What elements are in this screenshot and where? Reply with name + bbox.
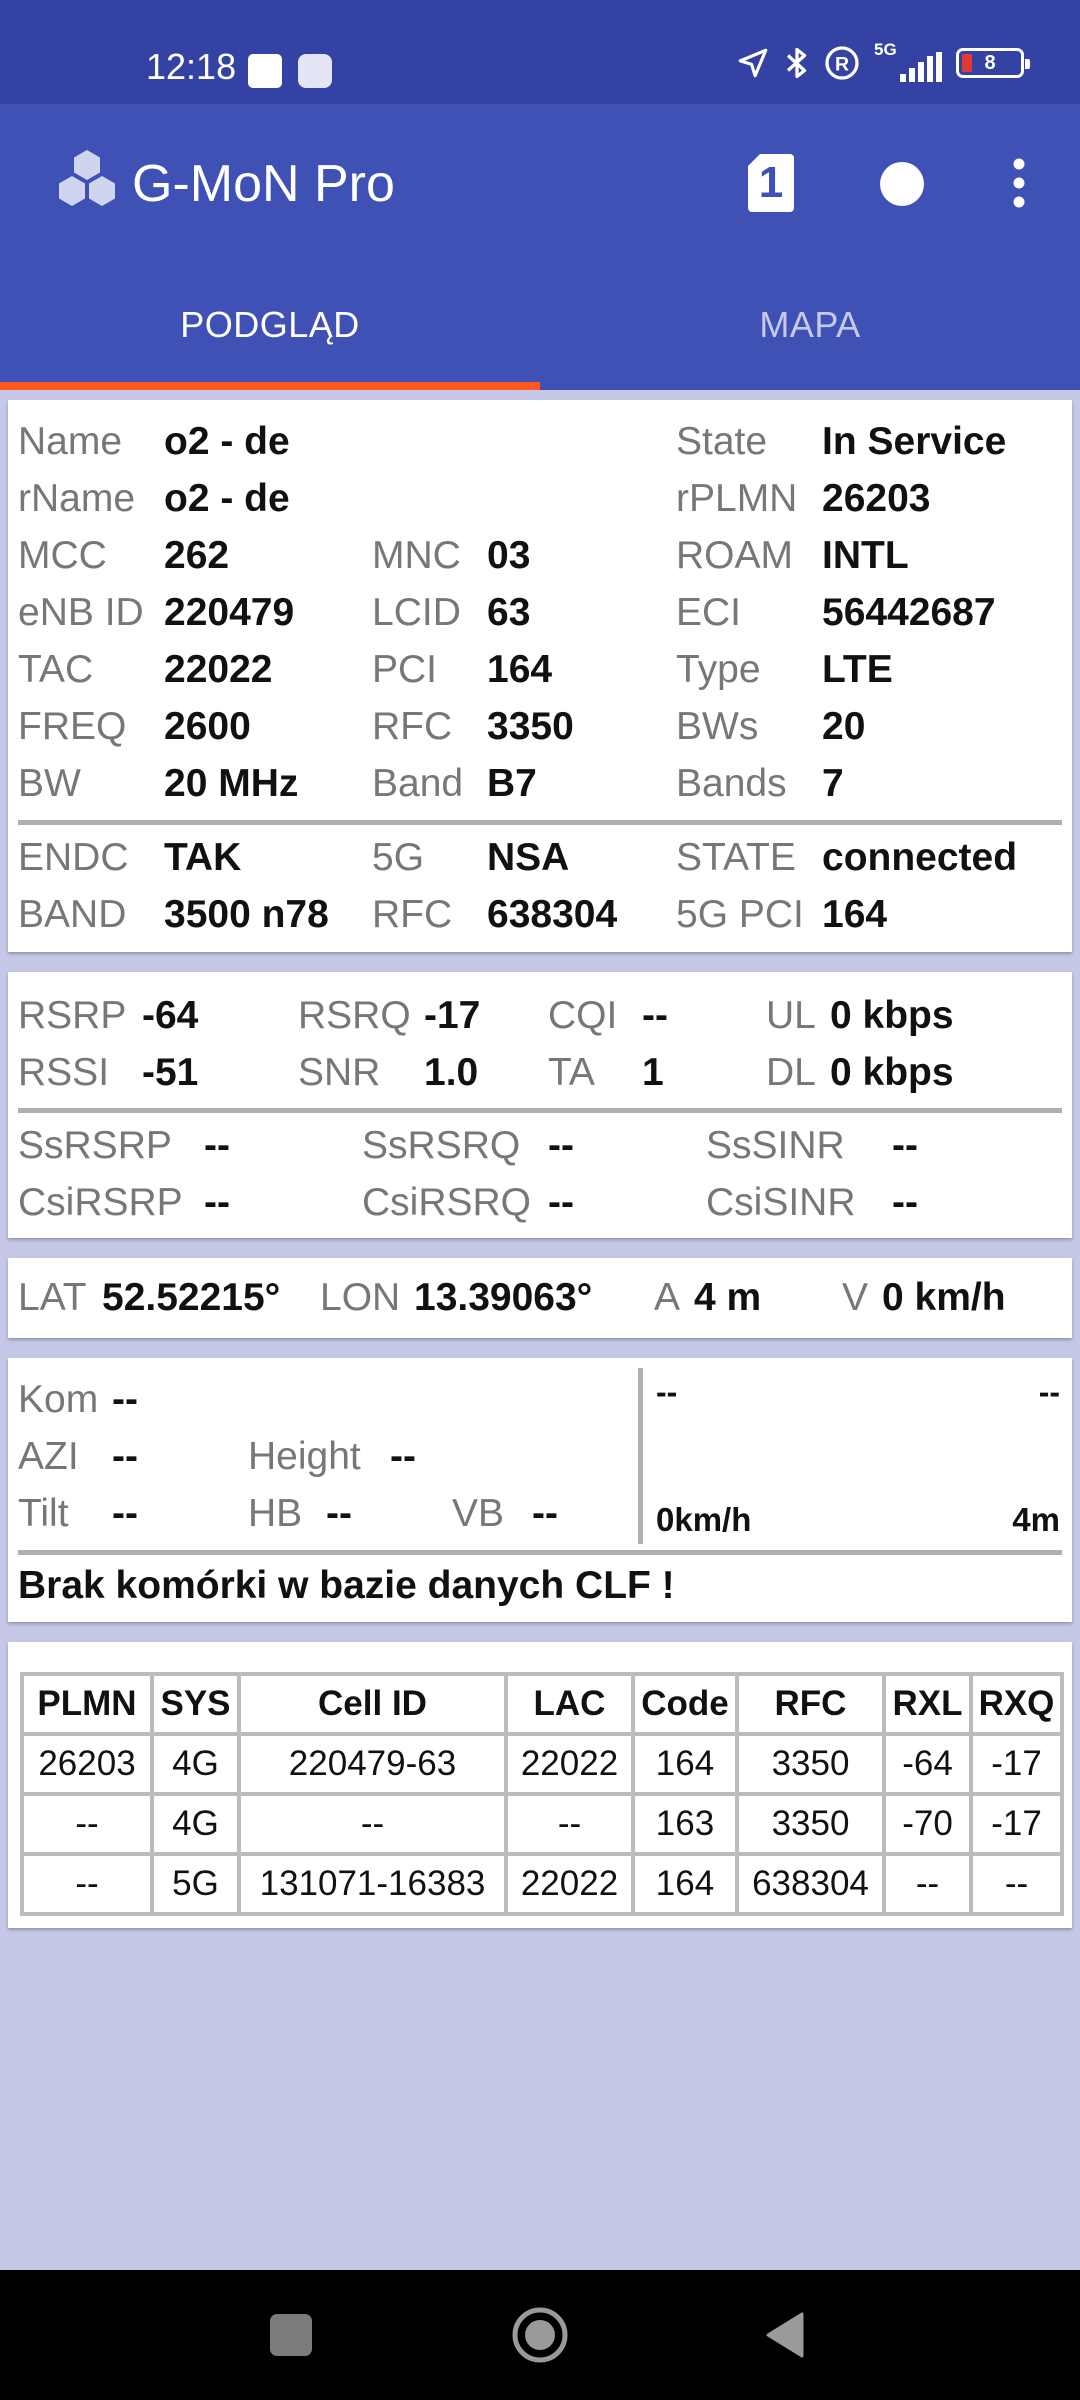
- sssinr-label: SsSINR: [706, 1124, 845, 1167]
- snr-label: SNR: [298, 1051, 381, 1094]
- state-label: State: [676, 420, 768, 463]
- rssi-value: -51: [142, 1051, 199, 1094]
- notification-icon: [248, 54, 282, 88]
- rsrp-label: RSRP: [18, 994, 127, 1037]
- table-cell: --: [506, 1794, 633, 1854]
- name-label: Name: [18, 420, 123, 463]
- table-cell: 26203: [22, 1734, 152, 1794]
- nr-band-value: 3500 n78: [164, 893, 329, 936]
- sim-button[interactable]: [746, 152, 796, 219]
- nr-band-label: BAND: [18, 893, 127, 936]
- nr-pci-value: 164: [822, 893, 888, 936]
- sim-number: 1: [758, 158, 784, 207]
- speed-label: V: [842, 1276, 869, 1319]
- divider: [18, 1108, 1062, 1113]
- app-logo-icon: [52, 148, 122, 218]
- pci-value: 164: [487, 648, 553, 691]
- bw-label: BW: [18, 762, 81, 805]
- navigation-bar: [0, 2270, 1080, 2400]
- table-cell: 4G: [152, 1794, 239, 1854]
- rssi-label: RSSI: [18, 1051, 110, 1094]
- speed-value: 0 km/h: [882, 1276, 1006, 1319]
- svg-text:R: R: [834, 53, 850, 76]
- table-cell: 164: [633, 1734, 737, 1794]
- bands-value: 7: [822, 762, 844, 805]
- accuracy-value: 4 m: [694, 1276, 762, 1319]
- site-card: [8, 1358, 1072, 1622]
- endc-value: TAK: [164, 836, 242, 879]
- home-button[interactable]: [510, 2305, 570, 2365]
- table-cell: 4G: [152, 1734, 239, 1794]
- recents-button[interactable]: [270, 2314, 312, 2356]
- status-time: 12:18: [146, 46, 237, 87]
- hb-label: HB: [248, 1492, 303, 1535]
- active-tab-indicator: [0, 382, 540, 390]
- status-bar: [0, 0, 1080, 104]
- roam-value: INTL: [822, 534, 909, 577]
- col-cell-id: Cell ID: [239, 1674, 506, 1734]
- vertical-divider: [638, 1368, 643, 1544]
- enb-id-label: eNB ID: [18, 591, 144, 634]
- col-lac: LAC: [506, 1674, 633, 1734]
- tab-overview[interactable]: PODGLĄD: [180, 304, 360, 345]
- ul-value: 0 kbps: [830, 994, 954, 1037]
- divider: [18, 1550, 1062, 1555]
- kom-value: --: [112, 1378, 138, 1421]
- signal-icon: [898, 52, 942, 82]
- bands-label: Bands: [676, 762, 787, 805]
- csirsrq-label: CsiRSRQ: [362, 1181, 532, 1224]
- endc-state-label: STATE: [676, 836, 796, 879]
- nr-rfc-value: 638304: [487, 893, 618, 936]
- vb-value: --: [532, 1492, 558, 1535]
- signal-card: [8, 972, 1072, 1238]
- nr-value: NSA: [487, 836, 570, 879]
- nr-rfc-label: RFC: [372, 893, 453, 936]
- accuracy-label: A: [654, 1276, 681, 1319]
- app-bar: [0, 104, 1080, 390]
- notification-icon: [298, 54, 332, 88]
- location-card: [8, 1258, 1072, 1338]
- type-value: LTE: [822, 648, 893, 691]
- record-button[interactable]: [880, 162, 924, 206]
- csisinr-label: CsiSINR: [706, 1181, 856, 1224]
- col-rfc: RFC: [737, 1674, 884, 1734]
- bws-label: BWs: [676, 705, 759, 748]
- ta-value: 1: [642, 1051, 664, 1094]
- tilt-value: --: [112, 1492, 138, 1535]
- rname-value: o2 - de: [164, 477, 290, 520]
- app-title: G-MoN Pro: [132, 155, 395, 213]
- bws-value: 20: [822, 705, 866, 748]
- neighbor-table: [20, 1672, 1064, 1916]
- sssinr-value: --: [892, 1124, 918, 1167]
- tilt-label: Tilt: [18, 1492, 69, 1535]
- mnc-label: MNC: [372, 534, 461, 577]
- rplmn-value: 26203: [822, 477, 931, 520]
- roaming-icon: [824, 45, 860, 81]
- back-button[interactable]: [762, 2310, 808, 2360]
- table-cell: --: [884, 1854, 971, 1914]
- dl-label: DL: [766, 1051, 816, 1094]
- table-cell: --: [22, 1854, 152, 1914]
- rsrq-label: RSRQ: [298, 994, 411, 1037]
- ta-label: TA: [548, 1051, 595, 1094]
- col-rxl: RXL: [884, 1674, 971, 1734]
- band-label: Band: [372, 762, 464, 805]
- roam-label: ROAM: [676, 534, 793, 577]
- site-distance: 4m: [1012, 1501, 1060, 1538]
- ssrsrp-value: --: [204, 1124, 230, 1167]
- table-cell: 220479-63: [239, 1734, 506, 1794]
- freq-value: 2600: [164, 705, 251, 748]
- status-icons: [736, 40, 1024, 82]
- rname-label: rName: [18, 477, 136, 520]
- ssrsrq-label: SsRSRQ: [362, 1124, 521, 1167]
- table-cell: 164: [633, 1854, 737, 1914]
- rplmn-label: rPLMN: [676, 477, 798, 520]
- rfc-value: 3350: [487, 705, 574, 748]
- col-rxq: RXQ: [971, 1674, 1062, 1734]
- cqi-value: --: [642, 994, 668, 1037]
- lon-label: LON: [320, 1276, 401, 1319]
- site-speed: 0km/h: [656, 1501, 752, 1538]
- site-right-top-right: --: [1038, 1374, 1060, 1410]
- pci-label: PCI: [372, 648, 438, 691]
- table-cell: -17: [971, 1734, 1062, 1794]
- cqi-label: CQI: [548, 994, 618, 1037]
- table-cell: 131071-16383: [239, 1854, 506, 1914]
- vb-label: VB: [452, 1492, 505, 1535]
- eci-value: 56442687: [822, 591, 996, 634]
- freq-label: FREQ: [18, 705, 127, 748]
- hb-value: --: [326, 1492, 352, 1535]
- location-arrow-icon: [736, 46, 770, 80]
- lcid-value: 63: [487, 591, 531, 634]
- cell-info-card: [8, 400, 1072, 952]
- height-value: --: [390, 1435, 416, 1478]
- table-cell: 3350: [737, 1734, 884, 1794]
- snr-value: 1.0: [424, 1051, 479, 1094]
- divider: [18, 820, 1062, 825]
- enb-id-value: 220479: [164, 591, 295, 634]
- table-cell: 3350: [737, 1794, 884, 1854]
- name-value: o2 - de: [164, 420, 290, 463]
- endc-label: ENDC: [18, 836, 129, 879]
- table-row: [22, 1734, 1062, 1794]
- ssrsrp-label: SsRSRP: [18, 1124, 172, 1167]
- more-options-icon[interactable]: [1012, 158, 1026, 208]
- site-right-top-left: --: [656, 1374, 678, 1410]
- table-cell: -64: [884, 1734, 971, 1794]
- battery-icon: [956, 48, 1024, 78]
- azi-value: --: [112, 1435, 138, 1478]
- table-cell: 638304: [737, 1854, 884, 1914]
- endc-state-value: connected: [822, 836, 1018, 879]
- tac-value: 22022: [164, 648, 273, 691]
- col-sys: SYS: [152, 1674, 239, 1734]
- csisinr-value: --: [892, 1181, 918, 1224]
- table-cell: --: [971, 1854, 1062, 1914]
- kom-label: Kom: [18, 1378, 99, 1421]
- table-row: [22, 1794, 1062, 1854]
- type-label: Type: [676, 648, 761, 691]
- lcid-label: LCID: [372, 591, 461, 634]
- height-label: Height: [248, 1435, 361, 1478]
- table-cell: 22022: [506, 1734, 633, 1794]
- lat-value: 52.52215°: [102, 1276, 281, 1319]
- table-header-row: [22, 1674, 1062, 1734]
- state-value: In Service: [822, 420, 1007, 463]
- table-row: [22, 1854, 1062, 1914]
- rsrq-value: -17: [424, 994, 481, 1037]
- table-cell: 5G: [152, 1854, 239, 1914]
- network-type: 5G: [874, 40, 897, 59]
- col-code: Code: [633, 1674, 737, 1734]
- tab-map[interactable]: MAPA: [759, 304, 861, 345]
- csirsrp-value: --: [204, 1181, 230, 1224]
- band-value: B7: [487, 762, 537, 805]
- nr-label: 5G: [372, 836, 425, 879]
- lon-value: 13.39063°: [414, 1276, 593, 1319]
- network-type-icon: [874, 40, 942, 82]
- ssrsrq-value: --: [548, 1124, 574, 1167]
- rsrp-value: -64: [142, 994, 199, 1037]
- dl-value: 0 kbps: [830, 1051, 954, 1094]
- ul-label: UL: [766, 994, 816, 1037]
- neighbors-card: [8, 1642, 1072, 1928]
- lat-label: LAT: [18, 1276, 87, 1319]
- azi-label: AZI: [18, 1435, 79, 1478]
- tac-label: TAC: [18, 648, 94, 691]
- table-cell: -70: [884, 1794, 971, 1854]
- battery-level: 8: [984, 51, 996, 74]
- rfc-label: RFC: [372, 705, 453, 748]
- col-plmn: PLMN: [22, 1674, 152, 1734]
- mcc-label: MCC: [18, 534, 107, 577]
- nr-pci-label: 5G PCI: [676, 893, 804, 936]
- table-cell: 163: [633, 1794, 737, 1854]
- table-cell: 22022: [506, 1854, 633, 1914]
- bluetooth-icon: [784, 45, 810, 81]
- table-cell: -17: [971, 1794, 1062, 1854]
- table-cell: --: [22, 1794, 152, 1854]
- mcc-value: 262: [164, 534, 230, 577]
- csirsrp-label: CsiRSRP: [18, 1181, 183, 1224]
- eci-label: ECI: [676, 591, 742, 634]
- csirsrq-value: --: [548, 1181, 574, 1224]
- bw-value: 20 MHz: [164, 762, 299, 805]
- mnc-value: 03: [487, 534, 531, 577]
- clf-message: Brak komórki w bazie danych CLF !: [18, 1564, 675, 1607]
- table-cell: --: [239, 1794, 506, 1854]
